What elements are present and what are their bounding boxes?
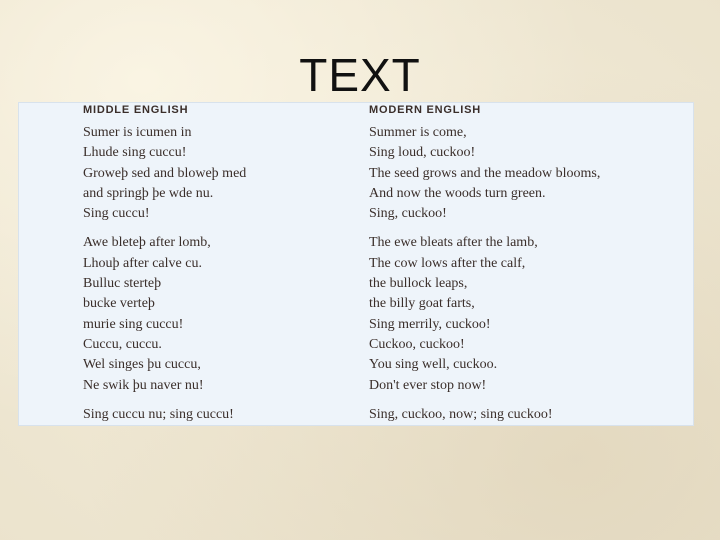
poem-line: Groweþ sed and bloweþ med xyxy=(83,165,247,181)
poem-line: Wel singes þu cuccu, xyxy=(83,357,201,373)
poem-line: the bullock leaps, xyxy=(369,276,468,292)
poem-line: The ewe bleats after the lamb, xyxy=(369,235,538,251)
poem-line: Awe bleteþ after lomb, xyxy=(83,235,211,251)
poem-line: murie sing cuccu! xyxy=(83,316,184,332)
poem-panel xyxy=(18,102,694,426)
stanza xyxy=(369,405,669,425)
modern-english-stanzas xyxy=(369,123,669,425)
poem-line: Sing, cuckoo! xyxy=(369,206,447,222)
poem-line: Lhude sing cuccu! xyxy=(83,145,187,161)
poem-line: Lhouþ after calve cu. xyxy=(83,255,202,271)
slide-title: TEXT xyxy=(299,49,421,101)
poem-line: Don't ever stop now! xyxy=(369,377,487,393)
poem-line: the billy goat farts, xyxy=(369,296,475,312)
poem-line: Sing, cuckoo, now; sing cuckoo! xyxy=(369,406,553,422)
poem-line: You sing well, cuckoo. xyxy=(369,357,498,373)
poem-line: bucke verteþ xyxy=(83,296,155,312)
stanza xyxy=(83,123,353,224)
poem-line: Sing merrily, cuckoo! xyxy=(369,316,491,332)
poem-line: The seed grows and the meadow blooms, xyxy=(369,165,601,181)
poem-line: The cow lows after the calf, xyxy=(369,255,526,271)
poem-line: And now the woods turn green. xyxy=(369,185,546,201)
poem-line: Sing cuccu! xyxy=(83,206,150,222)
poem-line: Sumer is icumen in xyxy=(83,125,192,140)
poem-line: Sing cuccu nu; sing cuccu! xyxy=(83,406,234,422)
middle-english-column xyxy=(83,103,353,425)
poem-line: Cuckoo, cuckoo! xyxy=(369,336,465,352)
stanza xyxy=(369,123,669,224)
poem-line: Sing loud, cuckoo! xyxy=(369,145,476,161)
poem-line: Summer is come, xyxy=(369,125,467,140)
stanza xyxy=(83,233,353,395)
stanza xyxy=(83,405,353,425)
poem-line: Bulluc sterteþ xyxy=(83,276,162,292)
poem-line: and springþ þe wde nu. xyxy=(83,185,214,201)
poem-line: Cuccu, cuccu. xyxy=(83,336,162,352)
modern-english-column xyxy=(369,103,669,425)
middle-english-heading: MIDDLE ENGLISH xyxy=(83,104,189,116)
modern-english-heading: MODERN ENGLISH xyxy=(369,104,482,116)
poem-line: Ne swik þu naver nu! xyxy=(83,377,204,393)
stanza xyxy=(369,233,669,395)
middle-english-stanzas xyxy=(83,123,353,425)
